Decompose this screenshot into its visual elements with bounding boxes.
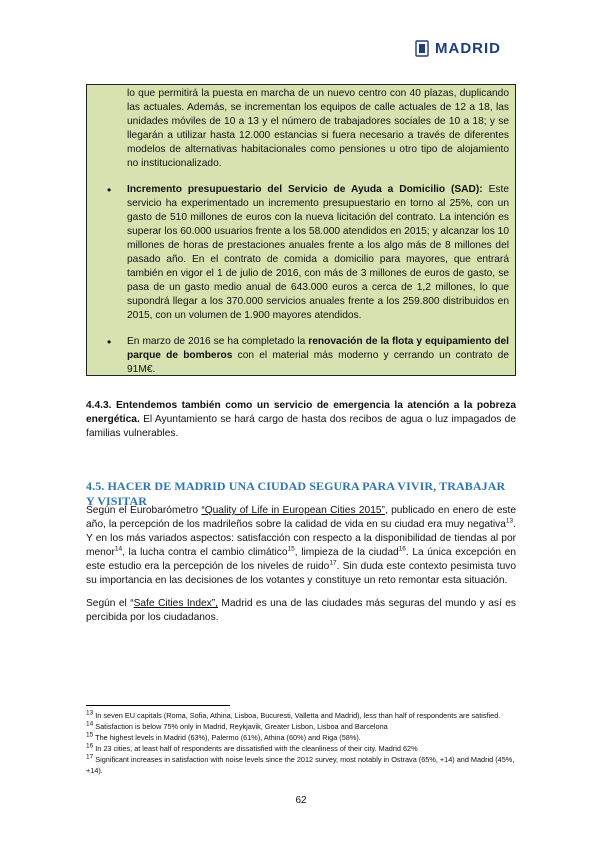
section-4-4-3-body: El Ayuntamiento se hará cargo de hasta dos recibos de agua o luz impagados de familias vulnerables. [86, 414, 516, 439]
text-run: Según el Eurobarómetro [86, 505, 202, 516]
footnote-ref[interactable]: 13 [505, 517, 514, 525]
logo-text: MADRID [435, 40, 501, 57]
text-run: , la lucha contra el cambio climático [122, 547, 288, 558]
text-run: , publicado en enero de este año, la percepción de los madrileños sobre la calidad de vida en su ciudad era muy negativa [86, 505, 516, 530]
box-bullet-item [95, 335, 509, 377]
footnote-text: In seven EU capitals (Roma, Sofia, Athina, Lisboa, Bucuresti, Valletta and Madrid), less than half of respondents are satisfied. [93, 711, 501, 720]
highlight-box [86, 84, 516, 376]
text-run: Madrid es una de las ciudades más seguras del mundo y así es percibida por los ciudadanos. [86, 598, 516, 623]
footnote-ref[interactable]: 14 [114, 545, 123, 553]
header-logo [415, 40, 501, 57]
footnote-ref[interactable]: 17 [329, 559, 337, 567]
footnote-item [86, 754, 518, 776]
section-4-4-3-paragraph [86, 399, 516, 441]
page-number: 62 [295, 795, 307, 806]
section-4-5-paragraph-2 [86, 597, 516, 625]
footnote-item [86, 743, 518, 754]
bullet-body: En marzo de 2016 se ha completado la [127, 336, 309, 347]
madrid-city-emblem-icon [415, 40, 429, 57]
bullet-icon: • [107, 335, 112, 349]
section-4-5-heading: 4.5. HACER DE MADRID UNA CIUDAD SEGURA PARA VIVIR, TRABAJAR Y VISITAR [86, 479, 506, 508]
text-run: Según el “ [86, 598, 134, 609]
bullet-body: con el material más moderno y cerrando un contrato de 91M€. [127, 350, 509, 375]
footnote-text: In 23 cities, at least half of respondents are dissatisfied with the cleanliness of their city. Madrid 62% [93, 744, 418, 753]
box-bullet-item [95, 183, 509, 323]
footnote-text: The highest levels in Madrid (63%), Palermo (61%), Athina (60%) and Riga (58%). [93, 733, 361, 742]
bullet-body: Este servicio ha experimentado un incremento presupuestario en torno al 25%, con un gasto de 510 millones de euros con la nueva licitación del contrato. La intención es superar los 60.000 usuarios frente a los 58.000 atendidos en 2015; y alcanzar los 10 millones de horas de prestaciones anuales frente a los algo más de 8 millones del pasado año. En el contrato de comida a domicilio para mayores, que entrará también en vigor el 1 de julio de 2016, con más de 3 millones de euros de gasto, se pasa de un gasto medio anual de 643.000 euros a cerca de 1,2 millones, lo que supondrá llegar a los 370.000 servicios anuales frente a los 259.800 distribuidos en 2015, con un volumen de 1.900 mayores atendidos. [127, 184, 509, 321]
section-4-4-3-title: 4.4.3. Entendemos también como un servicio de emergencia la atención a la pobreza energética. [86, 400, 516, 425]
box-continuation-text: lo que permitirá la puesta en marcha de un nuevo centro con 40 plazas, duplicando las actuales. Además, se incrementan los equipos de calle actuales de 12 a 18, las unidades móviles de 10 a 13 y el número de trabajadores sociales de 10 a 18; y se llegarán a utilizar hasta 12.000 estancias si fuera necesario a través de diferentes modelos de alternativas habitacionales como pensiones u otro tipo de alojamiento no institucionalizado. [127, 88, 509, 169]
bullet-text [127, 183, 509, 323]
footnote-ref[interactable]: 15 [287, 545, 295, 553]
bullet-text [127, 335, 509, 377]
footnote-number: 15 [86, 731, 94, 739]
footnote-number: 14 [86, 720, 94, 728]
bullet-bold-phrase: renovación de la flota y equipamiento del parque de bomberos [127, 336, 509, 361]
footnote-text: Significant increases in satisfaction with noise levels since the 2012 survey, most notably in Ostrava (65%, +14) and Madrid (45%, +14). [86, 755, 515, 775]
section-4-5-paragraph-1 [86, 504, 516, 588]
footnote-item [86, 732, 518, 743]
text-run: . La única excepción en este estudio era la percepción de los niveles de ruido [86, 547, 517, 572]
text-run: . Y en los más variados aspectos: satisfacción con respecto a la disponibilidad de tiendas al por menor [86, 519, 516, 558]
eurobarometer-link[interactable]: “Quality of Life in European Cities 2015” [201, 505, 385, 516]
footnote-divider [86, 705, 230, 706]
footnote-item [86, 710, 518, 721]
footnotes-list [86, 710, 518, 776]
footnote-number: 16 [86, 742, 94, 750]
footnote-item [86, 721, 518, 732]
bullet-bold-lead: Incremento presupuestario del Servicio de Ayuda a Domicilio (SAD): [127, 184, 483, 195]
safe-cities-index-link[interactable]: Safe Cities Index”, [133, 598, 218, 609]
bullet-icon: • [107, 183, 112, 197]
footnote-number: 13 [86, 709, 94, 717]
footnote-number: 17 [86, 753, 94, 761]
text-run: . Sin duda este contexto pesimista tuvo su importancia en las decisiones de los votantes y constituye un reto remontar esta situación. [86, 561, 516, 586]
footnote-ref[interactable]: 16 [398, 545, 406, 553]
footnote-text: Satisfaction is below 75% only in Madrid, Reykjavik, Greater Lisbon, Lisboa and Barcelona [93, 722, 388, 731]
text-run: , limpieza de la ciudad [294, 547, 399, 558]
